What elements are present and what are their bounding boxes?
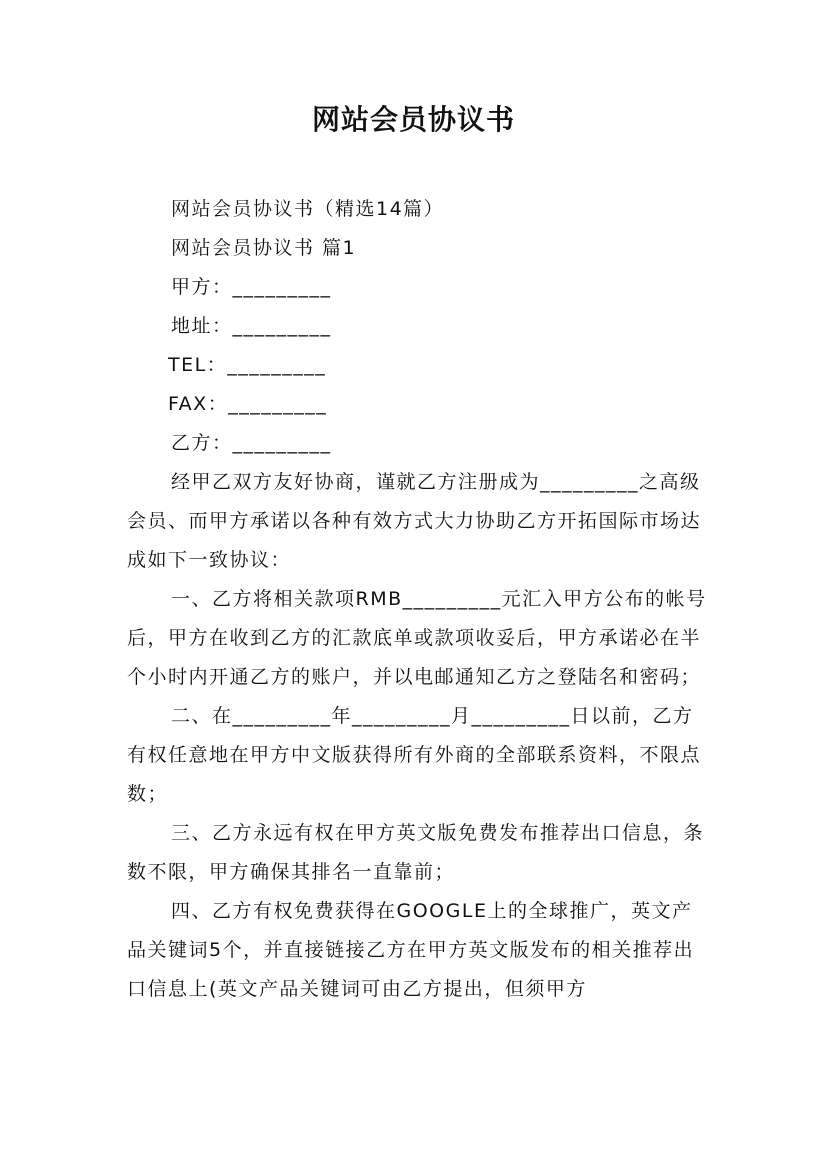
party-b-field: 乙方：_________ [171, 432, 332, 454]
clause-1-paragraph: 一、乙方将相关款项RMB_________元汇入甲方公布的帐号后，甲方在收到乙方的汇款底单或款项收妥后，甲方承诺必在半个小时内开通乙方的账户，并以电邮通知乙方之登陆名和密码； [127, 588, 707, 688]
tel-field: TEL：_________ [168, 354, 327, 376]
section-heading: 网站会员协议书 篇1 [171, 237, 357, 259]
address-field: 地址：_________ [171, 315, 332, 337]
fax-field: FAX：_________ [168, 393, 328, 415]
clause-3-paragraph: 三、乙方永远有权在甲方英文版免费发布推荐出口信息，条数不限，甲方确保其排名一直靠前； [127, 822, 705, 883]
document-subtitle: 网站会员协议书（精选14篇） [171, 198, 445, 220]
document-title: 网站会员协议书 [311, 103, 515, 136]
intro-paragraph: 经甲乙双方友好协商，谨就乙方注册成为_________之高级会员、而甲方承诺以各种有效方式大力协助乙方开拓国际市场达成如下一致协议： [127, 471, 702, 571]
clause-4-paragraph: 四、乙方有权免费获得在GOOGLE上的全球推广，英文产品关键词5个，并直接链接乙方在甲方英文版发布的相关推荐出口信息上(英文产品关键词可由乙方提出，但须甲方 [127, 900, 695, 1000]
party-a-field: 甲方：_________ [171, 276, 332, 298]
clause-2-paragraph: 二、在_________年_________月_________日以前，乙方有权任意地在甲方中文版获得所有外商的全部联系资料，不限点数； [127, 705, 702, 805]
document-body [127, 190, 709, 1009]
